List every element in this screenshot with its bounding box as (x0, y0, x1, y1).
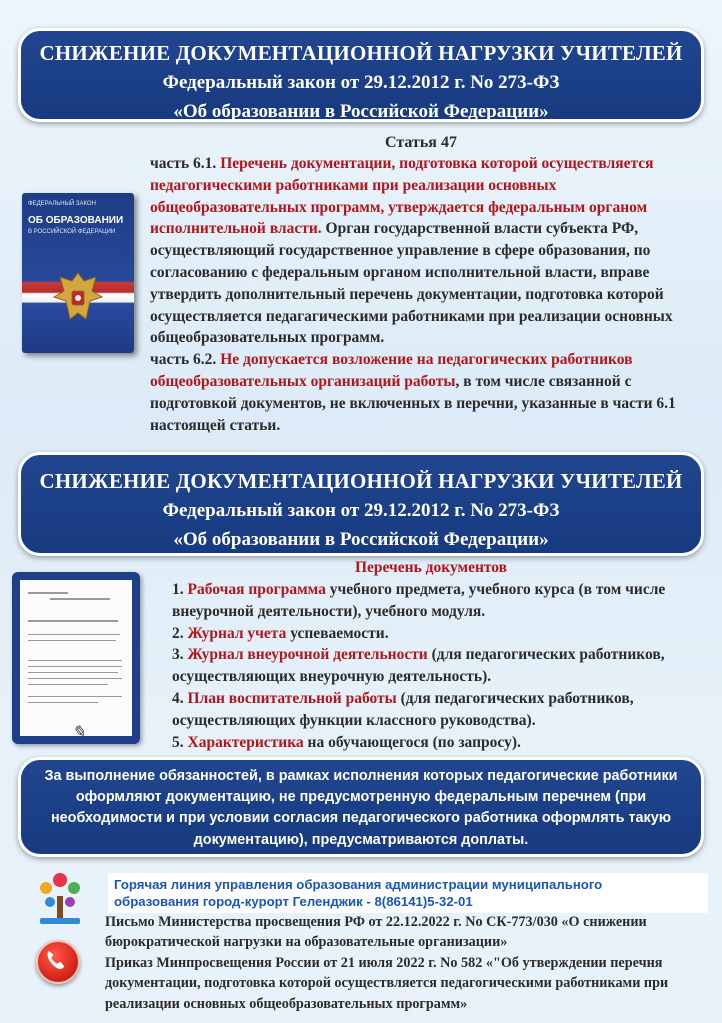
list-item-highlight: План воспитательной работы (187, 689, 397, 707)
hotline-line1: Горячая линия управления образования администрации муниципального (114, 877, 603, 892)
list-item (172, 644, 702, 688)
footer-letter-reference: Письмо Министерства просвещения РФ от 22.12.2022 г. No СК-773/030 «О снижении бюрократической нагрузки на образовательные организации» (105, 914, 647, 951)
list-item (172, 688, 702, 732)
hotline-box (108, 873, 708, 913)
document-line (28, 634, 120, 635)
banner-law-name: «Об образовании в Российской Федерации» (173, 529, 549, 550)
doclist-title: Перечень документов (355, 559, 508, 576)
phone-icon (36, 940, 80, 984)
article-title: Статья 47 (385, 134, 457, 151)
list-item-highlight: Журнал внеурочной деятельности (187, 646, 428, 664)
article-part2-text: , в том числе связанной с подготовкой документов, не включенных в перечни, указанные в части 6.1 настоящей статьи. (150, 372, 676, 434)
header-banner-middle (18, 452, 704, 556)
list-item-text: (для педагогических работников, осуществляющих внеурочную деятельность). (172, 646, 665, 686)
payment-info-box (18, 757, 704, 857)
list-item-highlight: Рабочая программа (187, 581, 326, 598)
article-part1-text: Орган государственной власти субъекта РФ, осуществляющий государственное управление в сфере образования, по согласованию с федеральным органом исполнительной власти, вправе утвердить дополнительный перечень документации, подготовка которой осуществляется педагагическими работниками при реализации основных общеобразовательных программ. (150, 220, 673, 347)
document-line (28, 620, 118, 622)
list-item (172, 579, 702, 623)
doclist (172, 579, 702, 753)
list-item-number: 5. (172, 733, 188, 751)
banner-law: Федеральный закон от 29.12.2012 г. No 273-ФЗ (162, 72, 560, 93)
list-item-highlight: Характеристика (187, 733, 304, 751)
footer-references (105, 912, 715, 1014)
list-item-highlight: Журнал учета (187, 624, 287, 642)
book-subtitle: В РОССИЙСКОЙ ФЕДЕРАЦИИ (28, 229, 116, 235)
document-line (28, 678, 122, 679)
list-item-number: 4. (172, 689, 188, 707)
book-title: ОБ ОБРАЗОВАНИИ (28, 215, 124, 226)
article-part1-highlight: Перечень документации, подготовка которой осуществляется педагогическими работниками при реализации основных общеобразовательных программ, утверждается федеральным органом исполнительной власти. (150, 155, 654, 238)
payment-info-text: За выполнение обязанностей, в рамках исполнения которых педагогические работники оформляют документацию, не предусмотренную федеральным перечнем (при необходимости и при условии согласия педагогического работника оформлять такую документацию), предусматриваются доплаты. (44, 768, 678, 848)
document-line (28, 592, 68, 594)
footer-order-reference: Приказ Минпросвещения России от 21 июля 2022 г. No 582 «"Об утверждении перечня документации, подготовка которой осуществляется педагогическими работниками при реализации основных общеобразовательных программ» (105, 954, 669, 1012)
banner-title: СНИЖЕНИЕ ДОКУМЕНТАЦИОННОЙ НАГРУЗКИ УЧИТЕЛЕЙ (39, 469, 683, 493)
article-part2-prefix: часть 6.2. (150, 351, 221, 369)
list-item (172, 732, 702, 754)
list-item (172, 623, 702, 645)
list-item-number: 2. (172, 624, 188, 642)
list-item-text: успеваемости. (286, 624, 389, 642)
education-tree-icon (28, 866, 92, 926)
phone-handset-icon (38, 942, 74, 978)
banner-title: СНИЖЕНИЕ ДОКУМЕНТАЦИОННОЙ НАГРУЗКИ УЧИТЕЛЕЙ (39, 41, 683, 65)
coat-of-arms-icon (46, 267, 110, 329)
document-line (28, 640, 116, 641)
article-part1-prefix: часть 6.1. (150, 155, 221, 172)
signature-icon: ✎ (72, 722, 86, 741)
document-line (28, 672, 118, 673)
hotline-line2: образования город-курорт Геленджик - 8(86141)5-32-01 (114, 894, 473, 909)
list-item-number: 1. (172, 581, 188, 598)
document-line (28, 696, 122, 697)
header-banner-top (18, 28, 704, 122)
order-document-image (12, 572, 140, 744)
list-item-number: 3. (172, 646, 188, 664)
document-line (28, 684, 108, 685)
list-item-text: учебного предмета, учебного курса (в том числе внеурочной деятельности), учебного модуля. (172, 581, 666, 620)
book-top-label: ФЕДЕРАЛЬНЫЙ ЗАКОН (28, 201, 96, 207)
document-line (28, 702, 98, 703)
article-part2-highlight: Не допускается возложение на педагогических работников общеобразовательных организаций работы (150, 351, 633, 390)
document-line (28, 666, 122, 667)
banner-law: Федеральный закон от 29.12.2012 г. No 273-ФЗ (162, 500, 560, 521)
list-item-text: (для педагогических работников, осуществляющих функции классного руководства). (172, 689, 634, 729)
document-line (28, 660, 122, 661)
banner-law-name: «Об образовании в Российской Федерации» (173, 101, 549, 122)
law-book-cover-image (22, 193, 134, 353)
article-body (150, 153, 695, 436)
list-item-text: на обучающегося (по запросу). (303, 733, 521, 751)
document-line (50, 598, 110, 600)
document-paper (20, 580, 132, 741)
